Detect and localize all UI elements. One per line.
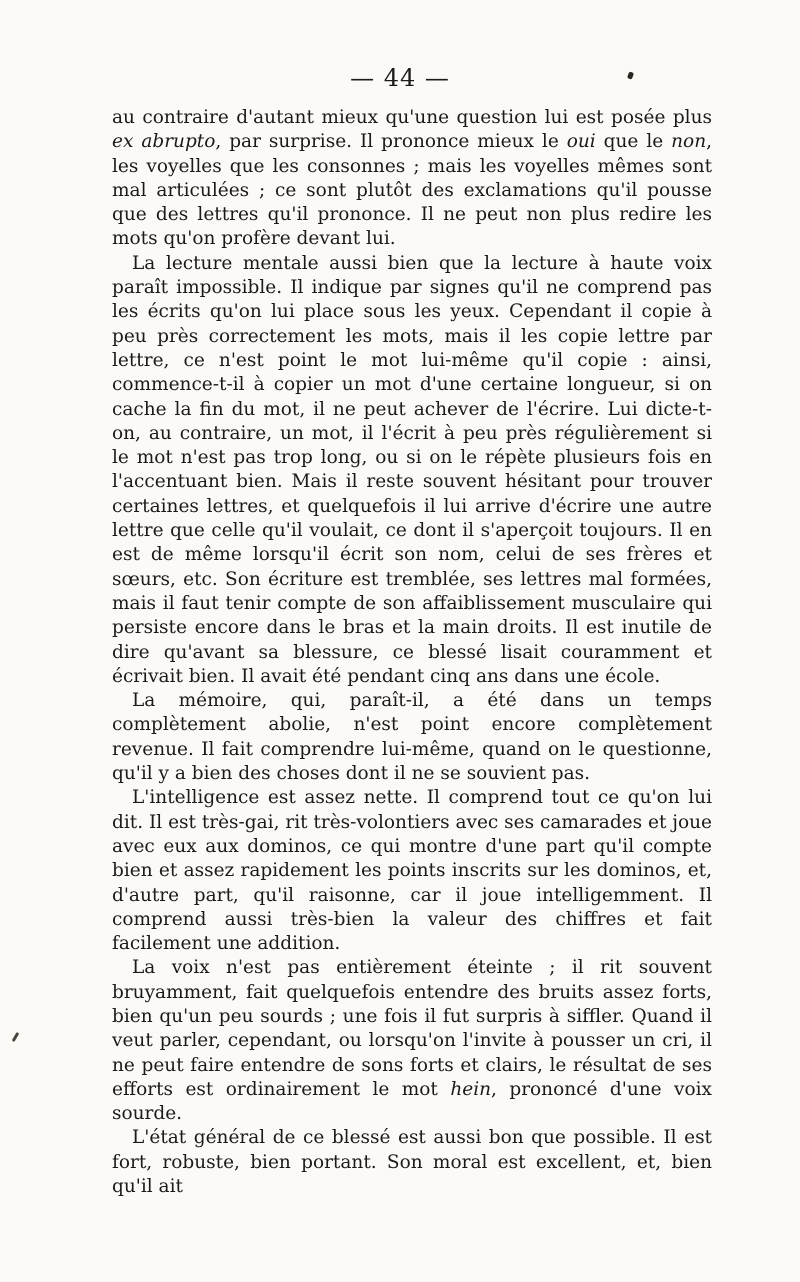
body-text [112,106,712,1199]
paragraph: La mémoire, qui, paraît-il, a été dans un temps complètement abolie, n'est point encore complètement revenue. Il fait comprendre lui-même, quand on le questionne, qu'il y a bien des choses dont il ne se souvient pas. [112,690,712,785]
paragraph: L'intelligence est assez nette. Il comprend tout ce qu'on lui dit. Il est très-gai, rit très-volontiers avec ses camarades et joue avec eux aux dominos, ce qui montre d'une part qu'il compte bien et assez rapidement les points inscrits sur les dominos, et, d'autre part, qu'il raisonne, car il joue intelligemment. Il comprend aussi très-bien la valeur des chiffres et fait facilement une addition. [112,787,712,955]
emphasis: oui [566,131,596,153]
paragraph: L'état général de ce blessé est aussi bon que possible. Il est fort, robuste, bien portant. Son moral est excellent, et, bien qu'il ait [112,1127,712,1198]
paragraph: La voix n'est pas entièrement éteinte ; il rit souvent bruyamment, fait quelquefois entendre des bruits assez forts, bien qu'un peu sourds ; une fois il fut surpris à siffler. Quand il veut parler, cependant, ou lorsqu'on l'invite à pousser un cri, il ne peut faire entendre de sons forts et clairs, le résultat de ses efforts est ordinairement le mot hein, prononcé d'une voix sourde. [112,957,712,1125]
emphasis: hein [450,1078,492,1100]
ink-speck [12,1032,20,1042]
paragraph: au contraire d'autant mieux qu'une question lui est posée plus ex abrupto, par surprise. Il prononce mieux le oui que le non, les voyelles que les consonnes ; mais les voyelles mêmes sont mal articulées ; ce sont plutôt des exclamations qu'il pousse que des lettres qu'il prononce. Il ne peut non plus redire les mots qu'on profère devant lui. [112,107,712,250]
page-number: — 44 — [350,64,450,92]
emphasis: ex abrupto [112,131,216,153]
emphasis: non [671,131,707,153]
paragraph: La lecture mentale aussi bien que la lecture à haute voix paraît impossible. Il indique par signes qu'il ne comprend pas les écrits qu'on lui place sous les yeux. Cependant il copie à peu près correctement les mots, mais il les copie lettre par lettre, ce n'est point le mot lui-même qu'il copie : ainsi, commence-t-il à copier un mot d'une certaine longueur, si on cache la fin du mot, il ne peut achever de l'écrire. Lui dicte-t-on, au contraire, un mot, il l'écrit à peu près régulièrement si le mot n'est pas trop long, ou si on le répète plusieurs fois en l'accentuant bien. Mais il reste souvent hésitant pour trouver certaines lettres, et quelquefois il lui arrive d'écrire une autre lettre que celle qu'il voulait, ce dont il s'aperçoit toujours. Il en est de même lorsqu'il écrit son nom, celui de ses frères et sœurs, etc. Son écriture est tremblée, ses lettres mal formées, mais il faut tenir compte de son affaiblissement musculaire qui persiste encore dans le bras et la main droits. Il est inutile de dire qu'avant sa blessure, ce blessé lisait couramment et écrivait bien. Il avait été pendant cinq ans dans une école. [112,252,712,687]
